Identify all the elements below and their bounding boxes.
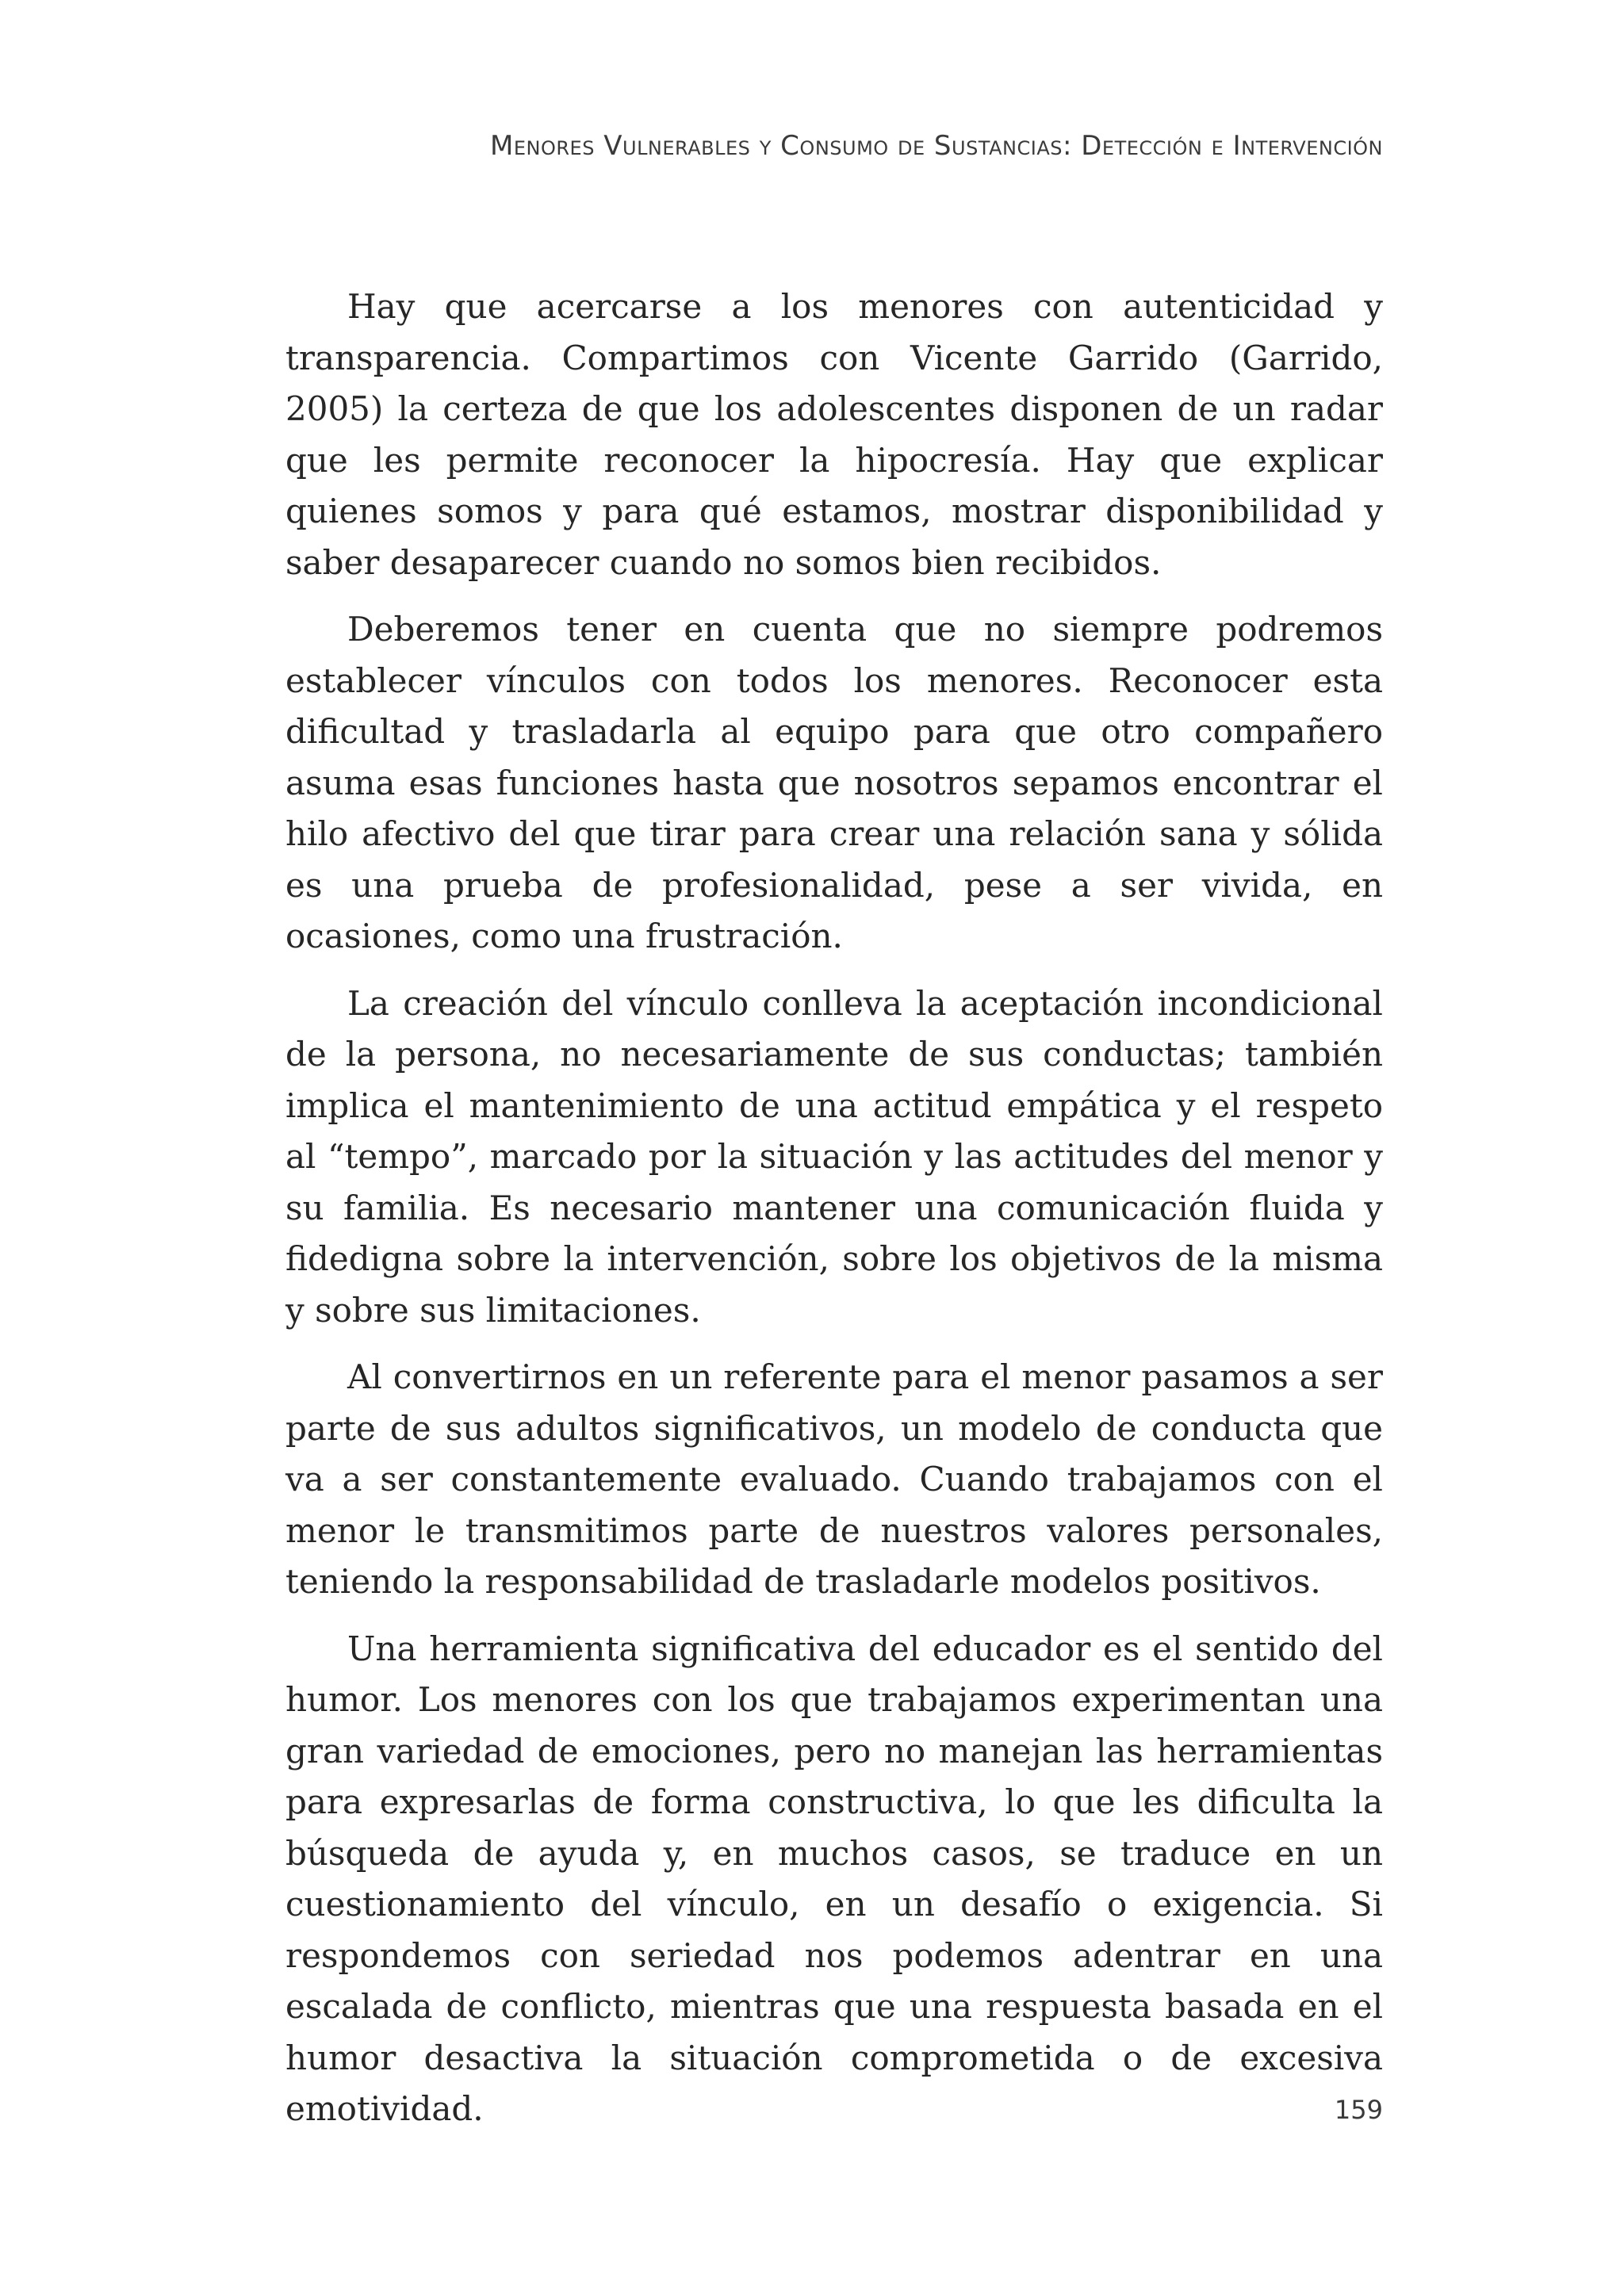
page-number: 159: [1334, 2095, 1383, 2125]
paragraph-1: Hay que acercarse a los menores con autenticidad y transparencia. Compartimos con Vicente Garrido (Garrido, 2005) la certeza de que los adolescentes disponen de un radar que les permite reconocer la hipocresía. Hay que explicar quienes somos y para qué estamos, mostrar disponibilidad y saber desaparecer cuando no somos bien recibidos.: [285, 287, 1383, 582]
body-text: [285, 281, 1383, 2151]
paragraph-3: La creación del vínculo conlleva la aceptación incondicional de la persona, no necesariamente de sus conductas; también implica el mantenimiento de una actitud empática y el respeto al “tempo”, marcado por la situación y las actitudes del menor y su familia. Es necesario mantener una comunicación fluida y fidedigna sobre la intervención, sobre los objetivos de la misma y sobre sus limitaciones.: [285, 983, 1383, 1330]
paragraph-2: Deberemos tener en cuenta que no siempre podremos establecer vínculos con todos los menores. Reconocer esta dificultad y trasladarla al equipo para que otro compañero asuma esas funciones hasta que nosotros sepamos encontrar el hilo afectivo del que tirar para crear una relación sana y sólida es una prueba de profesionalidad, pese a ser vivida, en ocasiones, como una frustración.: [285, 610, 1383, 955]
running-header: Menores Vulnerables y Consumo de Sustancias: Detección e Intervención: [490, 130, 1383, 162]
paragraph-4: Al convertirnos en un referente para el menor pasamos a ser parte de sus adultos significativos, un modelo de conducta que va a ser constantemente evaluado. Cuando trabajamos con el menor le transmitimos parte de nuestros valores personales, teniendo la responsabilidad de trasladarle modelos positivos.: [285, 1357, 1383, 1601]
paragraph-5: Una herramienta significativa del educador es el sentido del humor. Los menores con los que trabajamos experimentan una gran variedad de emociones, pero no manejan las herramientas para expresarlas de forma constructiva, lo que les dificulta la búsqueda de ayuda y, en muchos casos, se traduce en un cuestionamiento del vínculo, en un desafío o exigencia. Si respondemos con seriedad nos podemos adentrar en una escalada de conflicto, mientras que una respuesta basada en el humor desactiva la situación comprometida o de excesiva emotividad.: [285, 1629, 1383, 2128]
